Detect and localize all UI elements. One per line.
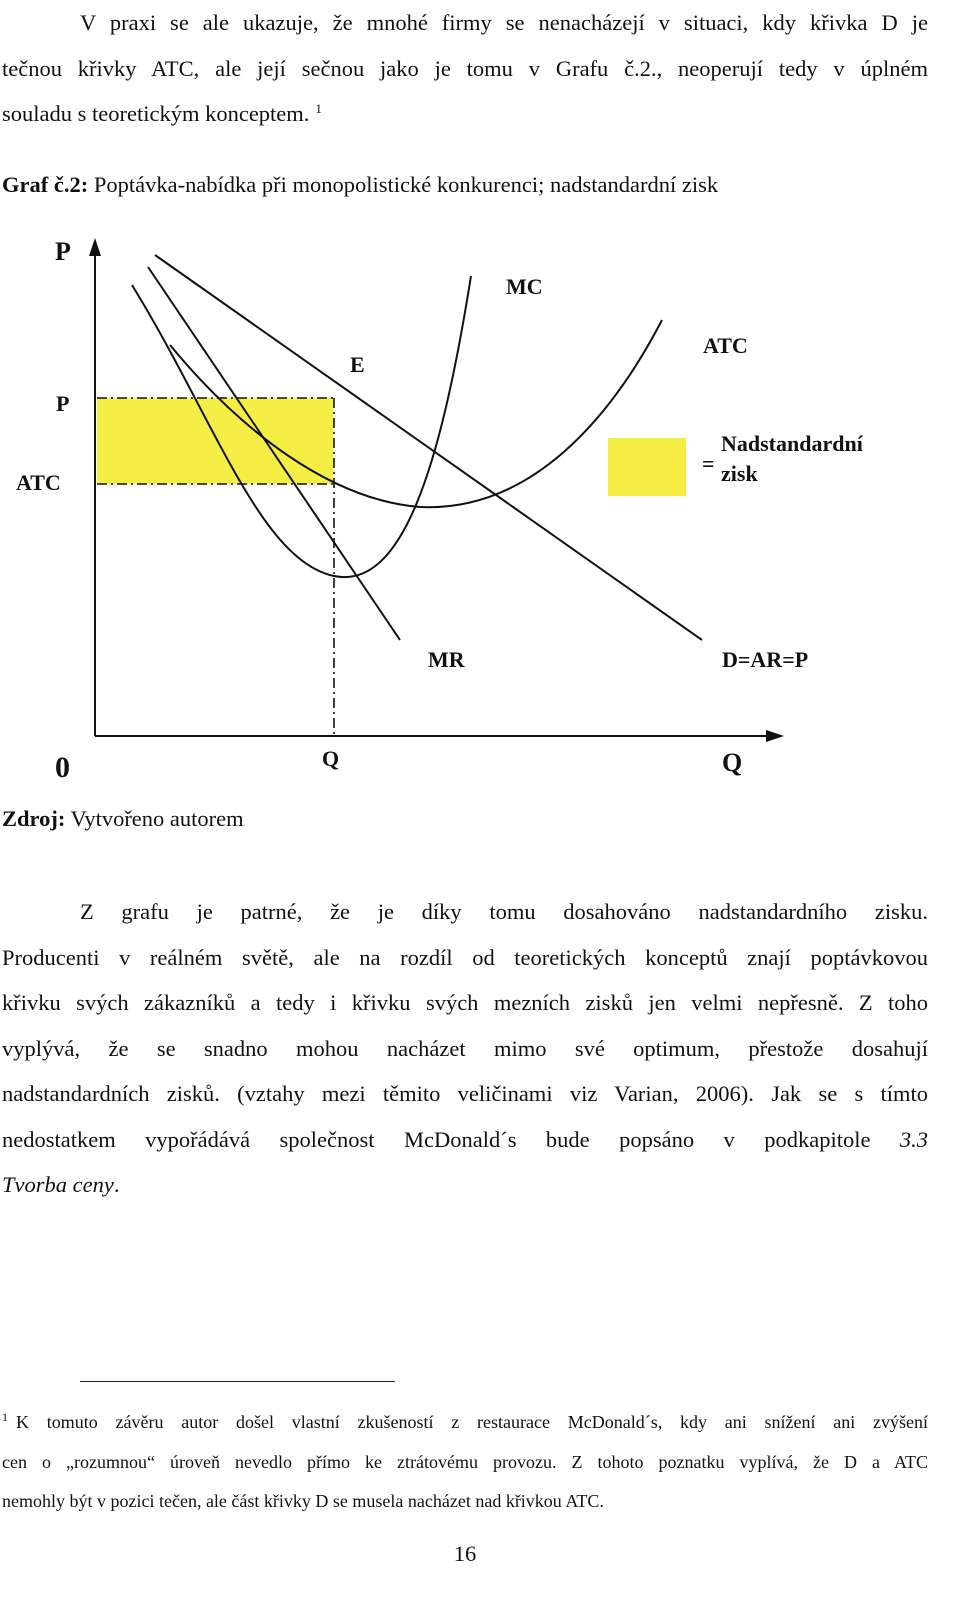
source-text: Vytvořeno autorem (65, 806, 244, 831)
price-label: P (56, 391, 70, 416)
atc-curve-label: ATC (703, 333, 748, 358)
x-axis-label: Q (722, 748, 743, 777)
main-line-5: nadstandardních zisků. (vztahy mezi těmito veličinami viz Varian, 2006). Jak se s tímto (2, 1081, 928, 1106)
footnote-reference[interactable]: 1 (315, 100, 322, 116)
figure-caption-text: Poptávka-nabídka při monopolistické konkurenci; nadstandardní zisk (88, 172, 719, 197)
footnote-line-1 (2, 1403, 928, 1443)
origin-label: 0 (55, 751, 70, 784)
equilibrium-label: E (350, 352, 365, 377)
legend-profit-swatch (608, 438, 686, 496)
legend-label-line-1: Nadstandardní (721, 431, 863, 456)
main-line-2: Producenti v reálném světě, ale na rozdíl od teoretických konceptů znají poptávkovou (2, 944, 928, 970)
y-axis-label: P (55, 237, 71, 266)
intro-line-3-text: souladu s teoretickým konceptem. (2, 101, 310, 126)
intro-line-1: V praxi se ale ukazuje, že mnohé firmy se nenacházejí v situaci, kdy křivka D je (80, 10, 928, 35)
section-reference-title: Tvorba ceny (2, 1172, 114, 1197)
footnote-line-2: cen o „rozumnou“ úroveň nevedlo přímo ke ztrátovému provozu. Z tohoto poznatku vyplívá, že D a ATC (2, 1451, 928, 1472)
demand-label: D=AR=P (722, 647, 809, 672)
x-axis-arrow (766, 730, 784, 742)
main-line-6 (2, 1117, 928, 1163)
intro-line-3 (2, 91, 928, 137)
footnote-separator (80, 1381, 395, 1382)
profit-area (97, 398, 333, 484)
y-axis-arrow (89, 238, 101, 256)
footnote-line-1-text: K tomuto závěru autor došel vlastní zkušeností z restaurace McDonald´s, kdy ani snížení ani zvýšení (16, 1412, 928, 1432)
page-number: 16 (453, 1541, 477, 1566)
main-line-6-text: nedostatkem vypořádává společnost McDonald´s bude popsáno v podkapitole (2, 1126, 871, 1152)
figure-caption-label: Graf č.2: (2, 172, 89, 197)
main-paragraph (2, 889, 928, 1208)
mc-label: MC (506, 274, 543, 299)
source-label: Zdroj: (2, 806, 66, 831)
legend-equals: = (702, 451, 715, 476)
main-line-3: křivku svých zákazníků a tedy i křivku svých mezních zisků jen velmi nepřesně. Z toho (2, 990, 928, 1015)
section-reference-number: 3.3 (899, 1126, 929, 1152)
intro-paragraph (2, 0, 928, 137)
main-line-7 (2, 1162, 928, 1208)
main-line-7-end: . (113, 1172, 120, 1197)
legend-label-line-2: zisk (721, 461, 758, 486)
atc-axis-label: ATC (16, 470, 61, 495)
footnote-mark: 1 (2, 1410, 8, 1424)
intro-line-2: tečnou křivky ATC, ale její sečnou jako je tomu v Grafu č.2., neoperují tedy v úplném (2, 55, 928, 81)
main-line-1: Z grafu je patrné, že je díky tomu dosahováno nadstandardního zisku. (80, 899, 928, 924)
footnote (2, 1403, 928, 1522)
footnote-line-3: nemohly být v pozici tečen, ale část křivky D se musela nacházet nad křivkou ATC. (2, 1491, 604, 1511)
main-line-4: vyplývá, že se snadno mohou nacházet mimo své optimum, přestože dosahují (2, 1035, 928, 1061)
figure-caption (2, 172, 718, 198)
monopolistic-competition-chart (0, 225, 930, 795)
mr-label: MR (428, 647, 465, 672)
figure-source (2, 806, 244, 832)
quantity-label: Q (322, 746, 340, 771)
